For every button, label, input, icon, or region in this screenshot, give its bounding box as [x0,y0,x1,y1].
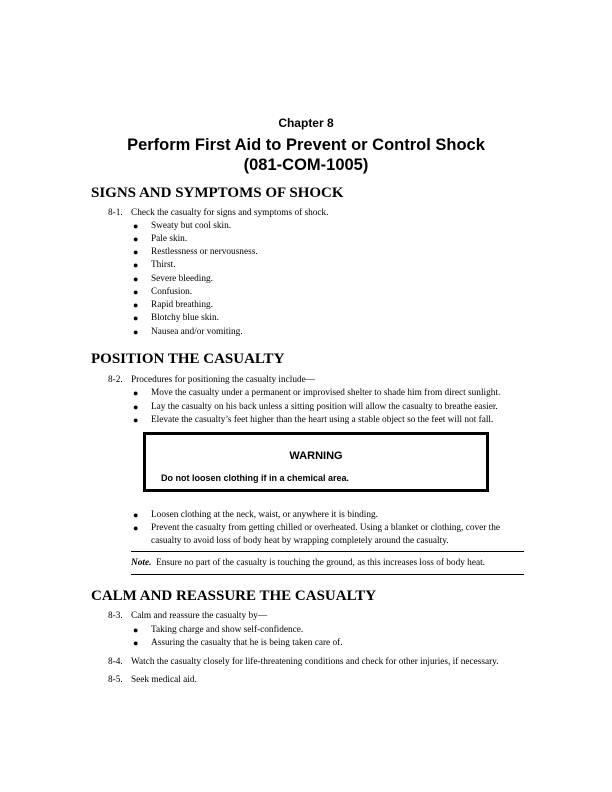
bullet-icon: ● [133,274,139,284]
note [131,557,485,569]
warning-box [143,432,489,492]
note-rule-top [131,551,524,552]
bullet-icon: ● [133,625,139,635]
paragraph-text: Check the casualty for signs and symptoms of shock. [131,208,329,218]
bullet-icon: ● [133,221,139,231]
paragraph-number: 8-4. [108,657,123,667]
bullet-icon: ● [133,523,139,533]
list-item-continuation: casualty to avoid loss of body heat by wrapping completely around the casualty. [151,536,449,546]
list-item: Blotchy blue skin. [151,313,219,323]
list-item: Loosen clothing at the neck, waist, or anywhere it is binding. [151,510,378,520]
list-item: Prevent the casualty from getting chilled or overheated. Using a blanket or clothing, cover the [151,523,501,533]
section-heading-position: POSITION THE CASUALTY [91,351,285,367]
note-rule-bottom [131,574,524,575]
page-title: Perform First Aid to Prevent or Control Shock [127,136,485,154]
bullet-icon: ● [133,388,139,398]
note-label: Note. [131,558,152,568]
bullet-icon: ● [133,510,139,520]
list-item: Pale skin. [151,234,188,244]
list-item: Restlessness or nervousness. [151,247,258,257]
bullet-icon: ● [133,287,139,297]
section-heading-calm: CALM AND REASSURE THE CASUALTY [91,588,377,604]
bullet-icon: ● [133,247,139,257]
list-item: Assuring the casualty that he is being taken care of. [151,638,343,648]
list-item: Confusion. [151,287,193,297]
bullet-icon: ● [133,327,139,337]
paragraph-text: Calm and reassure the casualty by— [131,611,268,621]
paragraph-text: Seek medical aid. [131,675,197,685]
list-item: Sweaty but cool skin. [151,221,232,231]
page-subtitle: (081-COM-1005) [243,156,369,174]
list-item: Rapid breathing. [151,300,213,310]
bullet-icon: ● [133,300,139,310]
list-item: Taking charge and show self-confidence. [151,625,304,635]
warning-title: WARNING [289,450,343,462]
bullet-icon: ● [133,234,139,244]
list-item: Lay the casualty on his back unless a sitting position will allow the casualty to breathe easier. [151,402,498,412]
paragraph-number: 8-2. [108,375,123,385]
paragraph-text: Procedures for positioning the casualty include— [131,375,316,385]
list-item: Move the casualty under a permanent or improvised shelter to shade him from direct sunlight. [151,388,501,398]
paragraph-number: 8-5. [108,675,123,685]
section-heading-signs: SIGNS AND SYMPTOMS OF SHOCK [91,185,344,201]
paragraph-number: 8-1. [108,208,123,218]
bullet-icon: ● [133,313,139,323]
paragraph-text: Watch the casualty closely for life-threatening conditions and check for other injuries, if necessary. [131,657,499,667]
list-item: Nausea and/or vomiting. [151,327,243,337]
paragraph-number: 8-3. [108,611,123,621]
bullet-icon: ● [133,402,139,412]
list-item: Thirst. [151,260,176,270]
bullet-icon: ● [133,638,139,648]
warning-text: Do not loosen clothing if in a chemical area. [161,473,350,483]
bullet-icon: ● [133,415,139,425]
list-item: Elevate the casualty’s feet higher than the heart using a stable object so the feet will not fall. [151,415,494,425]
chapter-label: Chapter 8 [278,116,334,130]
list-item: Severe bleeding. [151,274,213,284]
note-text: Ensure no part of the casualty is touching the ground, as this increases loss of body heat. [156,558,485,568]
bullet-icon: ● [133,260,139,270]
